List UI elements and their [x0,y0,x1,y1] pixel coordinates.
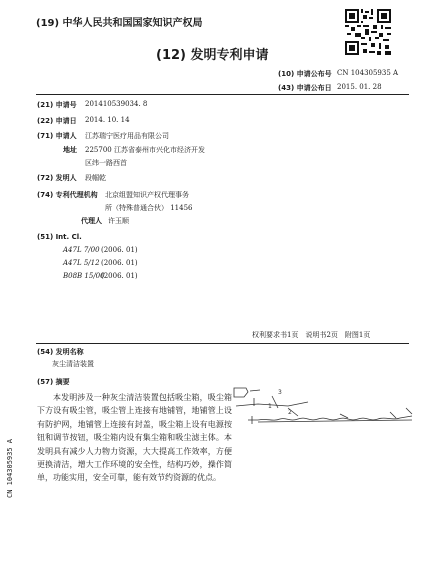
pub-number-value: CN 104305935 A [337,69,399,77]
abstract-text: 本发明涉及一种灰尘清洁装置包括吸尘箱，吸尘箱下方设有吸尘管，吸尘管上连接有地铺管，地铺管上设有防护网，地铺管上连接有封盖，吸尘箱上设有电源按钮和调节按钮，吸尘箱内设有集尘箱和吸尘滤主体。本发明具有减少人力物力资源，大大提高工作效率，方便更换清洁，增大工作环境的安全性，结构巧妙，操作简单，功能实用，安全可靠，能有效节约资源的优点。 [37,393,232,483]
int-cl-label: (51) Int. Cl. [37,233,82,241]
inventor-value: 段帼乾 [85,174,106,182]
top-divider [36,94,409,95]
side-publication-code: CN 104305935 A [6,438,14,498]
title-label: (54) 发明名称 [37,348,84,356]
figure-label: 2 [288,409,292,416]
ipc-code: A47L 5/12 [63,259,100,267]
applicant-value: 江苏瑞宁医疗用品有限公司 [85,132,169,140]
pub-date-value: 2015. 01. 28 [337,83,382,91]
app-date-label: (22) 申请日 [37,117,77,125]
patent-figure [228,378,420,438]
app-date-value: 2014. 10. 14 [85,116,130,124]
agency-label: (74) 专利代理机构 [37,191,98,199]
ipc-code: B08B 15/00 [63,272,105,280]
ipc-code: A47L 7/00 [63,246,100,254]
address-label: 地址 [63,146,77,154]
applicant-label: (71) 申请人 [37,132,77,140]
figure-label: 1 [268,403,272,410]
agency-line-2: 所（特殊普通合伙） 11456 [105,204,193,212]
agent-label: 代理人 [81,217,102,225]
app-no-value: 201410539034. 8 [85,100,148,108]
abstract-label: (57) 摘要 [37,378,70,386]
address-line-2: 区纬一路西首 [85,159,127,167]
ipc-version: (2006. 01) [101,246,138,254]
agency-line-1: 北京组盟知识产权代理事务 [105,191,189,199]
pub-date-label: (43) 申请公布日 [278,84,332,92]
invention-title: 灰尘清洁装置 [52,360,94,368]
document-type: (12) 发明专利申请 [156,48,269,63]
app-no-label: (21) 申请号 [37,101,77,109]
qr-code-icon [345,9,391,55]
address-line-1: 225700 江苏省泰州市兴化市经济开发 [85,146,205,154]
agent-value: 许玉顺 [108,217,129,225]
pages-note: 权利要求书1页 说明书2页 附图1页 [252,331,371,339]
figure-label: 3 [278,389,282,396]
inventor-label: (72) 发明人 [37,174,77,182]
ipc-version: (2006. 01) [101,259,138,267]
office-name: (19) 中华人民共和国国家知识产权局 [36,18,203,29]
ipc-version: (2006. 01) [101,272,138,280]
middle-divider [36,343,409,344]
pub-number-label: (10) 申请公布号 [278,70,332,78]
